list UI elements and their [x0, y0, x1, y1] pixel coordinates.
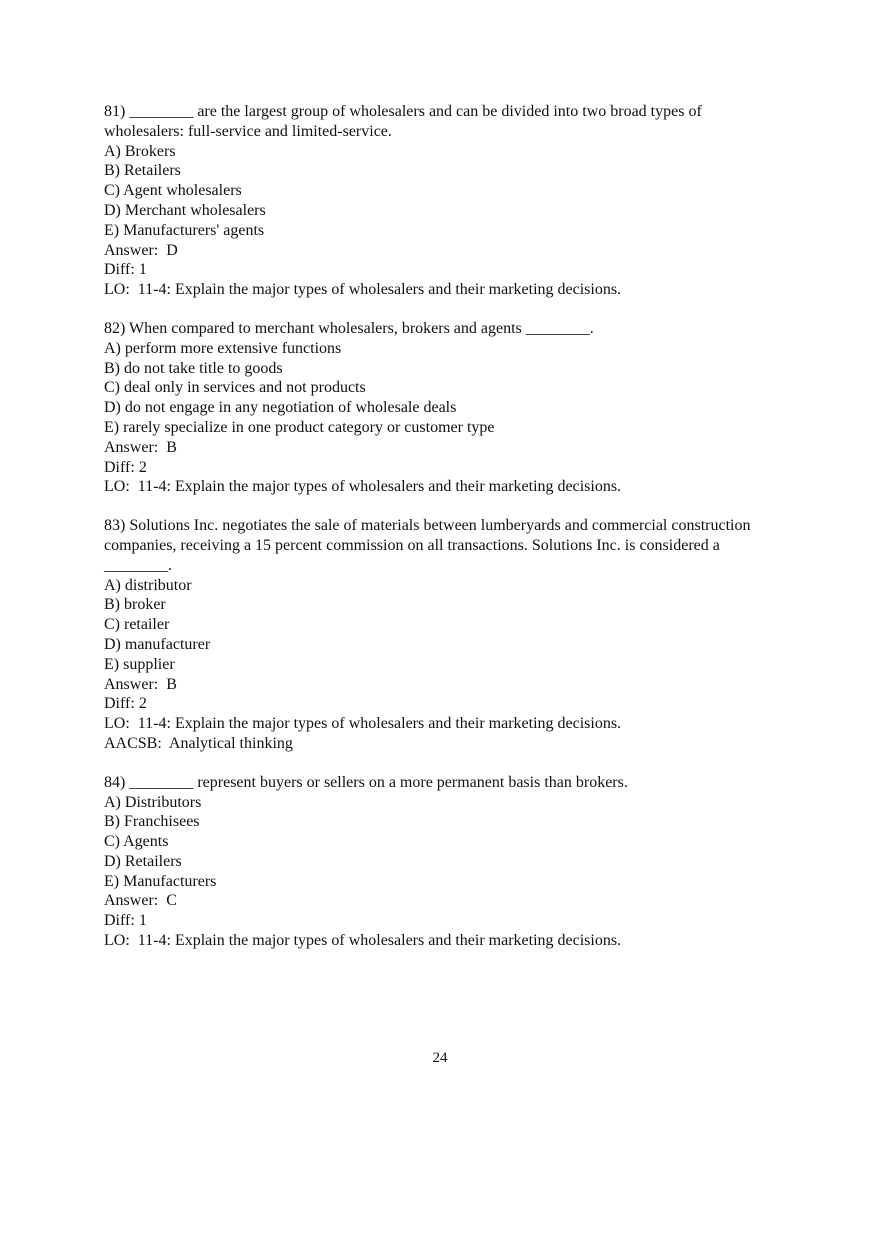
option-a: A) Distributors: [104, 793, 202, 811]
option-c: C) deal only in services and not products: [104, 379, 366, 397]
difficulty: Diff: 1: [104, 912, 147, 930]
option-a: A) distributor: [104, 576, 192, 594]
option-d: D) Merchant wholesalers: [104, 201, 266, 219]
question-81: [104, 102, 784, 300]
option-d: D) manufacturer: [104, 635, 211, 653]
answer: Answer: B: [104, 675, 177, 693]
option-c: C) Agent wholesalers: [104, 182, 242, 200]
option-b: B) Franchisees: [104, 813, 200, 831]
question-list: [104, 102, 784, 970]
option-b: B) do not take title to goods: [104, 359, 283, 377]
answer: Answer: C: [104, 892, 177, 910]
option-b: B) Retailers: [104, 162, 181, 180]
learning-objective: LO: 11-4: Explain the major types of wholesalers and their marketing decisions.: [104, 715, 622, 733]
question-83: [104, 516, 784, 754]
answer: Answer: B: [104, 438, 177, 456]
answer: Answer: D: [104, 241, 178, 259]
option-e: E) Manufacturers' agents: [104, 221, 265, 239]
question-stem: 81) ________ are the largest group of wholesalers and can be divided into two broad types of wholesalers: full-service and limited-service.: [104, 103, 702, 140]
question-84: [104, 773, 784, 951]
option-e: E) supplier: [104, 655, 175, 673]
option-d: D) Retailers: [104, 852, 182, 870]
learning-objective: LO: 11-4: Explain the major types of wholesalers and their marketing decisions.: [104, 478, 622, 496]
option-c: C) retailer: [104, 616, 170, 634]
option-c: C) Agents: [104, 833, 169, 851]
difficulty: Diff: 2: [104, 458, 147, 476]
learning-objective: LO: 11-4: Explain the major types of wholesalers and their marketing decisions.: [104, 281, 622, 299]
difficulty: Diff: 1: [104, 261, 147, 279]
question-stem: 82) When compared to merchant wholesalers, brokers and agents ________.: [104, 319, 594, 337]
question-stem: 83) Solutions Inc. negotiates the sale of materials between lumberyards and commercial construction companies, receiving a 15 percent commission on all transactions. Solutions Inc. is considered a ________.: [104, 517, 751, 574]
option-e: E) rarely specialize in one product category or customer type: [104, 418, 495, 436]
option-e: E) Manufacturers: [104, 872, 217, 890]
learning-objective: LO: 11-4: Explain the major types of wholesalers and their marketing decisions.: [104, 932, 622, 950]
option-a: A) perform more extensive functions: [104, 339, 342, 357]
question-stem: 84) ________ represent buyers or sellers on a more permanent basis than brokers.: [104, 773, 628, 791]
option-d: D) do not engage in any negotiation of wholesale deals: [104, 399, 457, 417]
question-82: [104, 319, 784, 497]
option-a: A) Brokers: [104, 142, 176, 160]
difficulty: Diff: 2: [104, 695, 147, 713]
aacsb-standard: AACSB: Analytical thinking: [104, 734, 293, 752]
page-number: 24: [432, 1050, 448, 1066]
option-b: B) broker: [104, 596, 166, 614]
